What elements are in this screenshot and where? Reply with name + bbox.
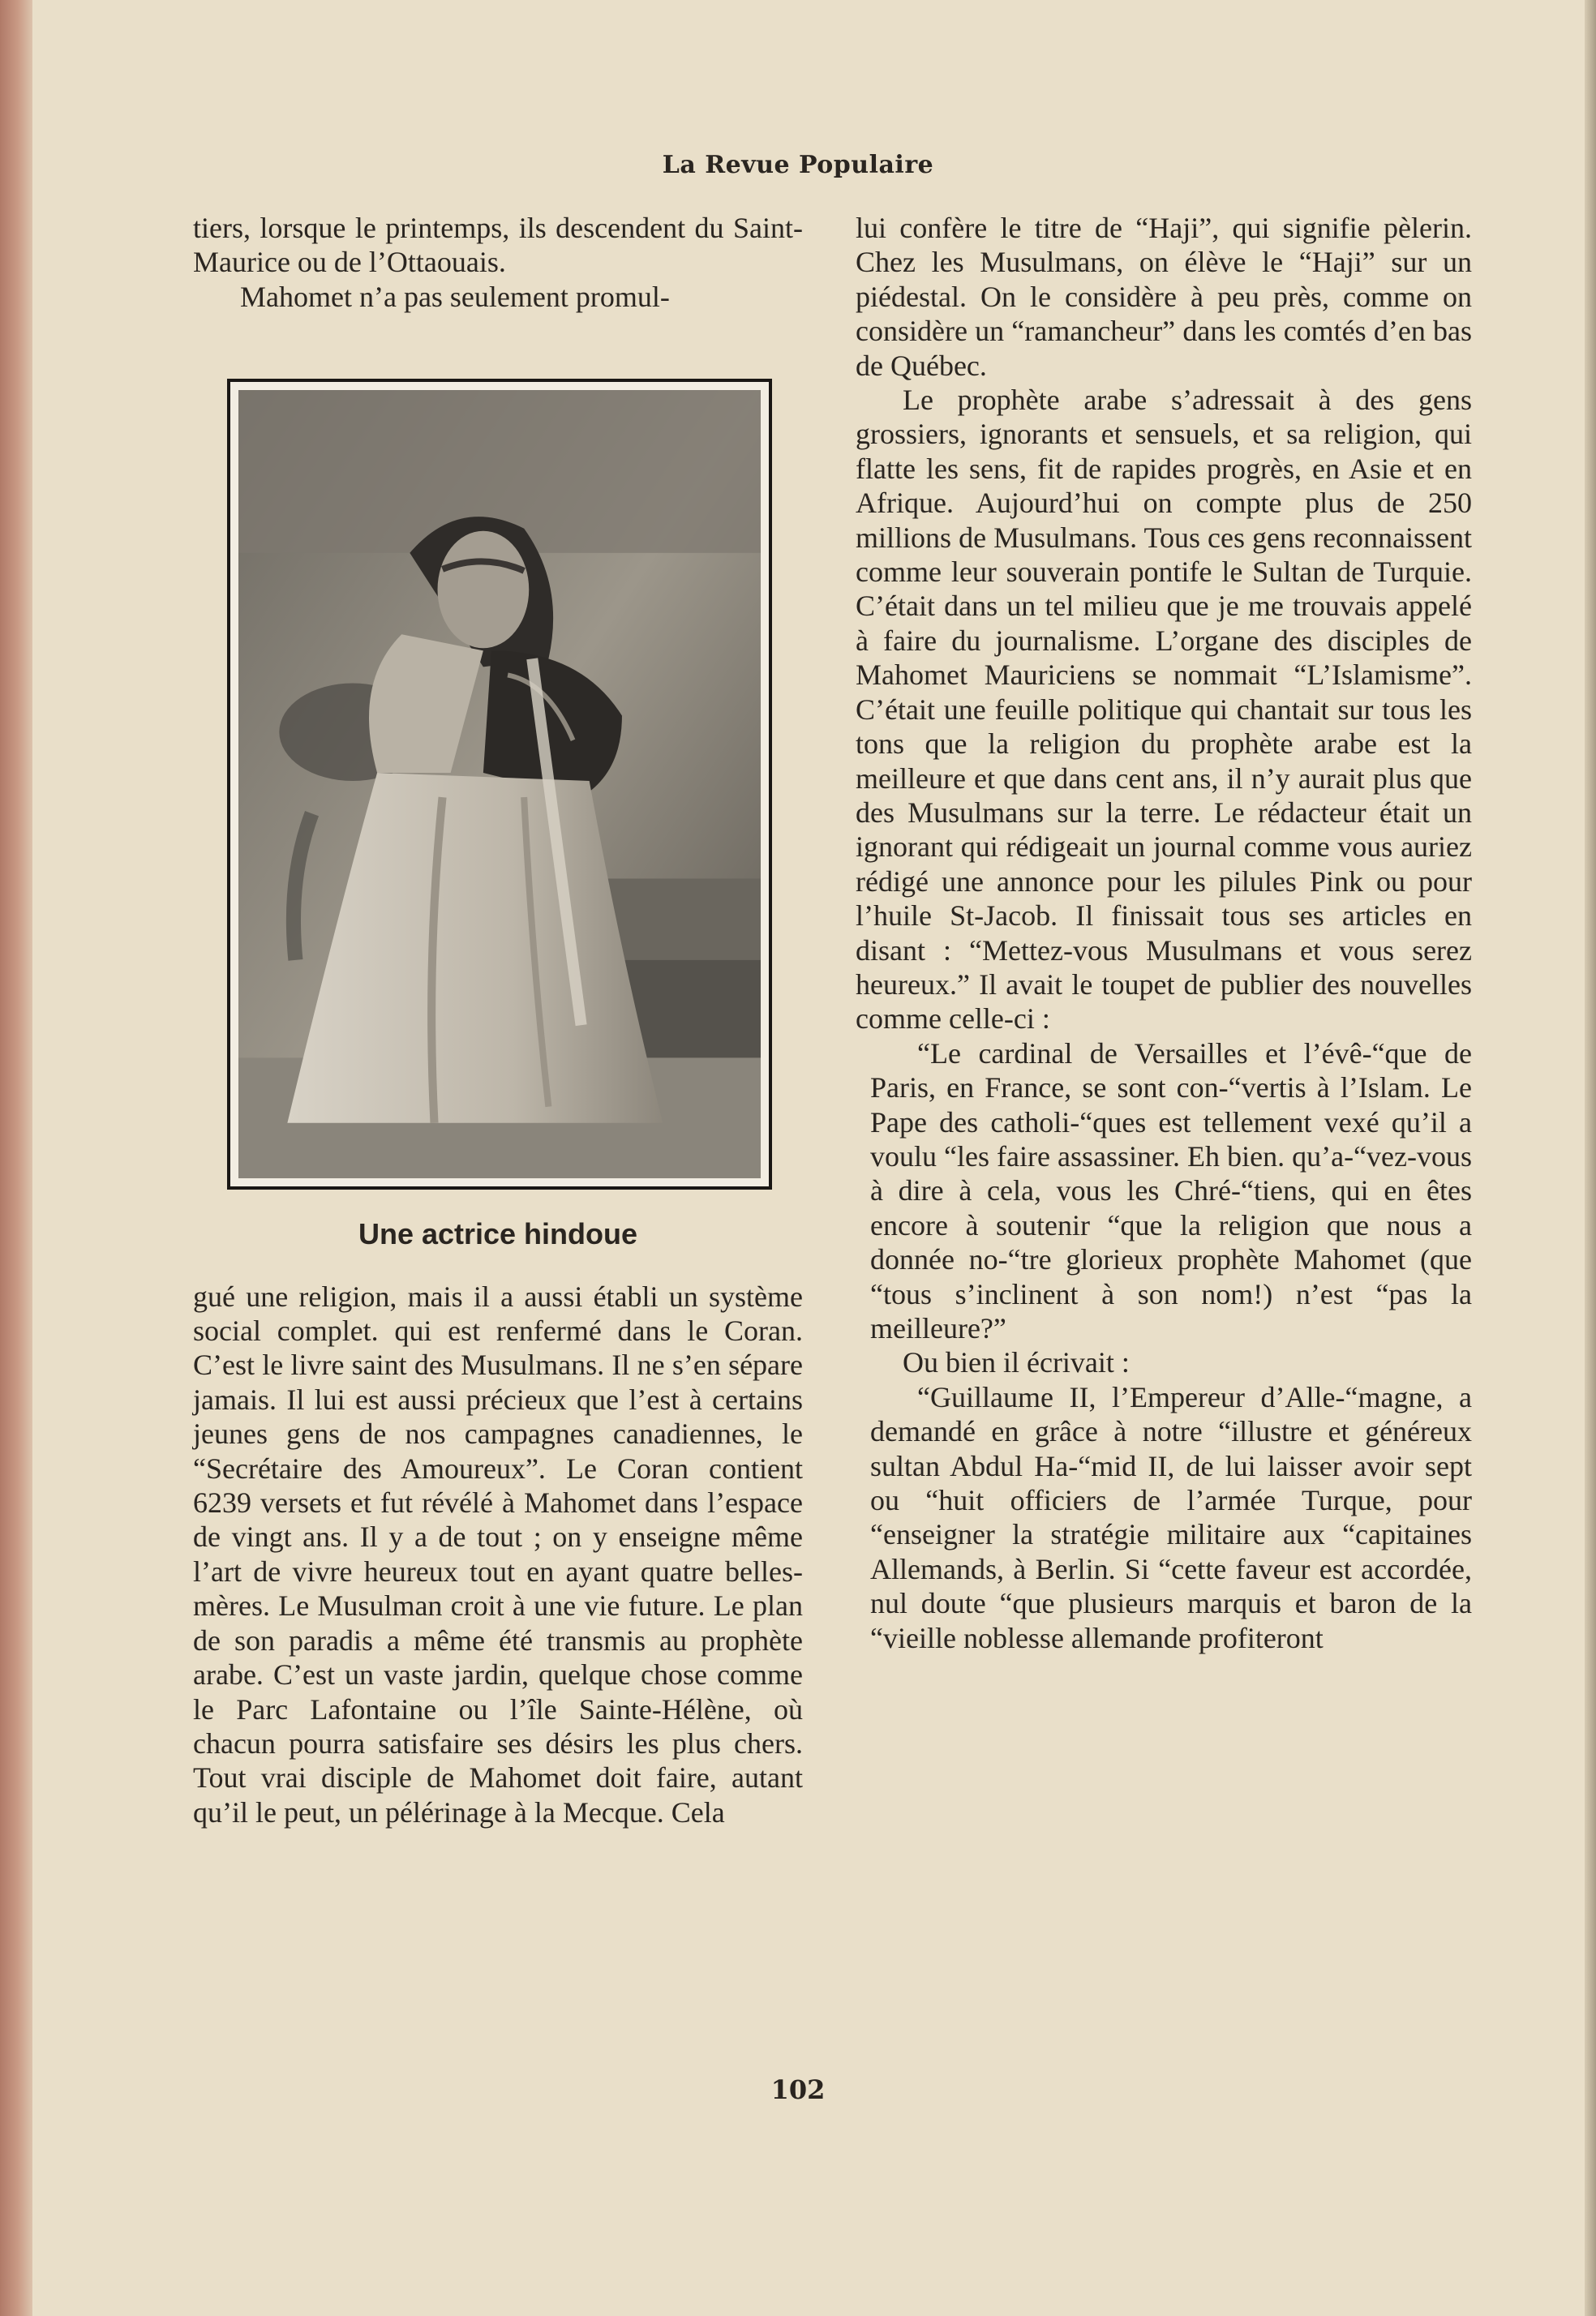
photo-caption: Une actrice hindoue [358,1217,638,1251]
photo-illustration [238,390,761,1178]
quote-1: “Le cardinal de Versailles et l’évê-“que de Paris, en France, se sont con-“vertis à l’Islam. Le Pape des catholi-“ques est tellement vexé qu’il a voulu “les faire assassiner. Eh bien. qu’a-“vez-vous à dire à cela, vous les Chré-“tiens, qui en êtes encore à soutenir “que la religion que nous a donnée no-“tre glorieux prophète Mahomet (que “tous s’inclinent à son nom!) n’est “pas la meilleure?” [870,1036,1472,1345]
right-paragraph-1: lui confère le titre de “Haji”, qui signifie pèlerin. Chez les Musulmans, on élève le “Haji” sur un piédestal. On le considère à peu près, comme on considère un “ramancheur” dans les comtés d’en bas de Québec. [856,212,1472,382]
photo-actress [227,379,772,1190]
left-continuation: gué une religion, mais il a aussi établi un système social complet. qui est renfermé dans le Coran. C’est le livre saint des Musulmans. Il ne s’en sépare jamais. Il lui est aussi précieux que l’est à certains jeunes gens de nos campagnes canadiennes, le “Secrétaire des Amoureux”. Le Coran contient 6239 versets et fut révélé à Mahomet dans l’espace de vingt ans. Il y a de tout ; on y enseigne même l’art de vivre heureux tout en ayant quatre belles-mères. Le Musulman croit à une vie future. Le plan de son paradis a même été transmis au prophète arabe. C’est un vaste jardin, quelque chose comme le Parc Lafontaine ou l’île Sainte-Hélène, où chacun pourra satisfaire ses désirs les plus chers. Tout vrai disciple de Mahomet doit faire, autant qu’il le peut, un pélérinage à la Mecque. Cela [193,1280,803,1829]
quote-2: “Guillaume II, l’Empereur d’Alle-“magne, a demandé en grâce à notre “illustre et généreux sultan Abdul Ha-“mid II, de lui laisser avoir sept ou “huit officiers de l’armée Turque, pour “enseigner la stratégie militaire aux “capitaines Allemands, à Berlin. Si “cette faveur est accordée, nul doute “que plusieurs marquis et baron de la “vieille noblesse allemande profiteront [870,1380,1472,1654]
page-number: 102 [770,2074,826,2105]
right-paragraph-3: Ou bien il écrivait : [903,1346,1130,1379]
running-head: La Revue Populaire [662,151,934,179]
binding-edge [0,0,32,2316]
right-paragraph-2: Le prophète arabe s’adressait à des gens grossiers, ignorants et sensuels, et sa religion, qui flatte les sens, fit de rapides progrès, en Asie et en Afrique. Aujourd’hui on compte plus de 250 millions de Musulmans. Tous ces gens reconnaissent comme leur souverain pontife le Sultan de Turquie. C’était dans un tel milieu que je me trouvais appelé à faire du journalisme. L’organe des disciples de Mahomet Mauriciens se nommait “L’Islamisme”. C’était une feuille politique qui chantait sur tous les tons que la religion du prophète arabe est la meilleure et que dans cent ans, il n’y aurait plus que des Musulmans sur la terre. Le rédacteur était un ignorant qui rédigeait un journal comme vous auriez rédigé une annonce pour les pilules Pink ou pour l’huile St-Jacob. Il finissait tous ses articles en disant : “Mettez-vous Musulmans et vous serez heureux.” Il avait le toupet de publier des nouvelles comme celle-ci : [856,384,1472,1036]
left-top-paragraph: tiers, lorsque le printemps, ils descendent du Saint-Maurice ou de l’Ottaouais. [193,212,803,279]
left-column [193,211,803,1829]
right-column [856,211,1472,1655]
page-edge [1585,0,1596,2316]
left-second-paragraph: Mahomet n’a pas seulement promul- [240,280,670,313]
